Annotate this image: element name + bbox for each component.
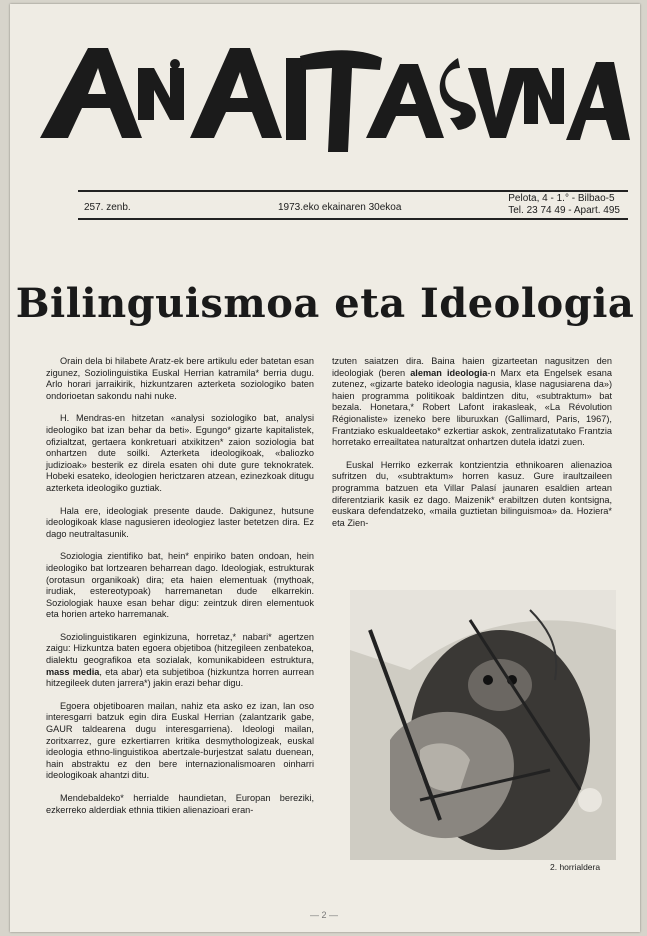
paragraph: Euskal Herriko ezkerrak kontzientzia ethnikoaren alienazioa sufritzen du, «subtraktum» horren kasuz. Gure iraultzaileen programma batzuen eta Villar Palasí jaunaren esaldien artean diferentziarik kasik ez dago. Maizenik* erabiltzen duten kontsigna, euskara defendatzeko, «maila guztietan bilinguismoa» da. Hoziera* eta Zien-: [332, 459, 612, 528]
paragraph: Hala ere, ideologiak presente daude. Dakigunez, hutsune ideologikoak klase nagusieren ideologiez laster betetzen dira. Ez dago neutraltasunik.: [46, 505, 314, 539]
paragraph: [46, 632, 314, 690]
text-run: -n Marx eta Engelsek esana zutenez, «gizarte bateko ideologia nagusia, klase nagusiarena da») haien programma politikoak baldintzen ditu, «subtraktum» bat bezala. Honetara,* Robert Lafont irakasleak, «La Révolution Régionaliste» izeneko bere liburuxkan (Gallimard, Paris, 1967), Frantziako eskualdeetako* ezkertiar askok, zentralizatutako Frantzia horretako erreailtatea naturaltzat onhartzen dutela idatzi zuen.: [332, 367, 612, 448]
bold-term: mass media: [46, 666, 100, 677]
paragraph: H. Mendras-en hitzetan «analysi soziologiko bat, analysi ideologiko bat izan behar da beti». Egungo* gizarte kapitalistek, ofizialtzat, gertaera konkretuari atxikitzen* zaion soziologia bat onhartzen dute soilki. Azterketa ideologikoak, «baliozko judizioak» besterik ez direla esaten ohi dute gure teknokratek. Hobeki esateko, ideologien herictzaren atzean, ezinezkoak ditugu azterketa ideologiko guztiak.: [46, 413, 314, 493]
publisher-address: [508, 193, 620, 217]
issue-info-bar: [78, 190, 628, 220]
masthead-lettering: [30, 28, 630, 168]
photo-caption: 2. horrialdera: [550, 862, 601, 872]
bleed-through-text: [378, 12, 628, 24]
article-column-left: [46, 356, 314, 827]
paragraph: [332, 356, 612, 449]
article-column-right: [332, 356, 612, 540]
article-title: Bilinguismoa eta Ideologia: [15, 280, 635, 327]
address-line-1: Pelota, 4 - 1.° - Bilbao-5: [508, 193, 615, 204]
address-line-2: Tel. 23 74 49 - Apart. 495: [508, 205, 620, 216]
text-run: tzuten saiatzen dira. Baina haien gizarteetan nagusitzen den ideologiak (beren: [332, 356, 612, 378]
paragraph: Egoera objetiboaren mailan, nahiz eta asko ez izan, lan oso interesgarri batzuk egin dira Euskal Herrian (zalantzarik gabe, GAUR taldearena dugu interesgarriena). Ideologi mailan, zoritxarrez, gure ezkertiarren kritika desmythologizeak, euskal ideologia ethno-linguistikoa abertzale-burjestzat salatu duenean, hain abstraktu ez den bere internazionalismoaren oinharri ideologikoak ahantzi ditu.: [46, 700, 314, 781]
bold-term: aleman ideologia: [410, 367, 488, 378]
article-photo: [350, 590, 616, 860]
paragraph: Mendebaldeko* herrialde haundietan, Europan bereziki, ezkerreko alderdiak ethnia ttikien alienazioari eran-: [46, 793, 314, 815]
issue-number: 257. zenb.: [84, 202, 131, 213]
paragraph: Orain dela bi hilabete Aratz-ek bere artikulu eder batetan esan zigunez, Soziolinguistika Euskal Herrian katramila* berria dugu. Arlo horari jarraikirik, hizkuntzaren azterketa soziologiko baten ondorioetan sakondu nahi nuke.: [46, 356, 314, 401]
photo-illustration: [350, 590, 616, 860]
text-run: Soziolinguistikaren eginkizuna, horretaz,* nabari* agertzen zaigu: Hizkuntza baten egoera objetiboa (hitzegileen zenbatekoa, dialektu geografikoa eta sozialak, komunikabideen estruktura,: [46, 631, 314, 666]
issue-date: 1973.eko ekainaren 30ekoa: [278, 202, 402, 213]
masthead-logo: [30, 28, 630, 168]
page-number: — 2 —: [310, 910, 339, 920]
paragraph: Soziologia zientifiko bat, hein* enpiriko baten ondoan, hein ideologiko bat lortzearen beharrean dago. Ideologiak, estrukturak (orotasun organikoak) dira; eta haien elementuak (mythoak, irudiak, estereotypoak) harremanetan dude elkarrekin. Soziologiak hauxe esan behar digu: zeintzuk diren elementuok eta horien arteko harremanak.: [46, 551, 314, 620]
newspaper-page: [10, 4, 640, 932]
text-run: , eta abar) eta subjetiboa (hizkuntza horren aurrean hitzegileek duten jarrera*) jakin erazi behar digu.: [46, 666, 314, 689]
